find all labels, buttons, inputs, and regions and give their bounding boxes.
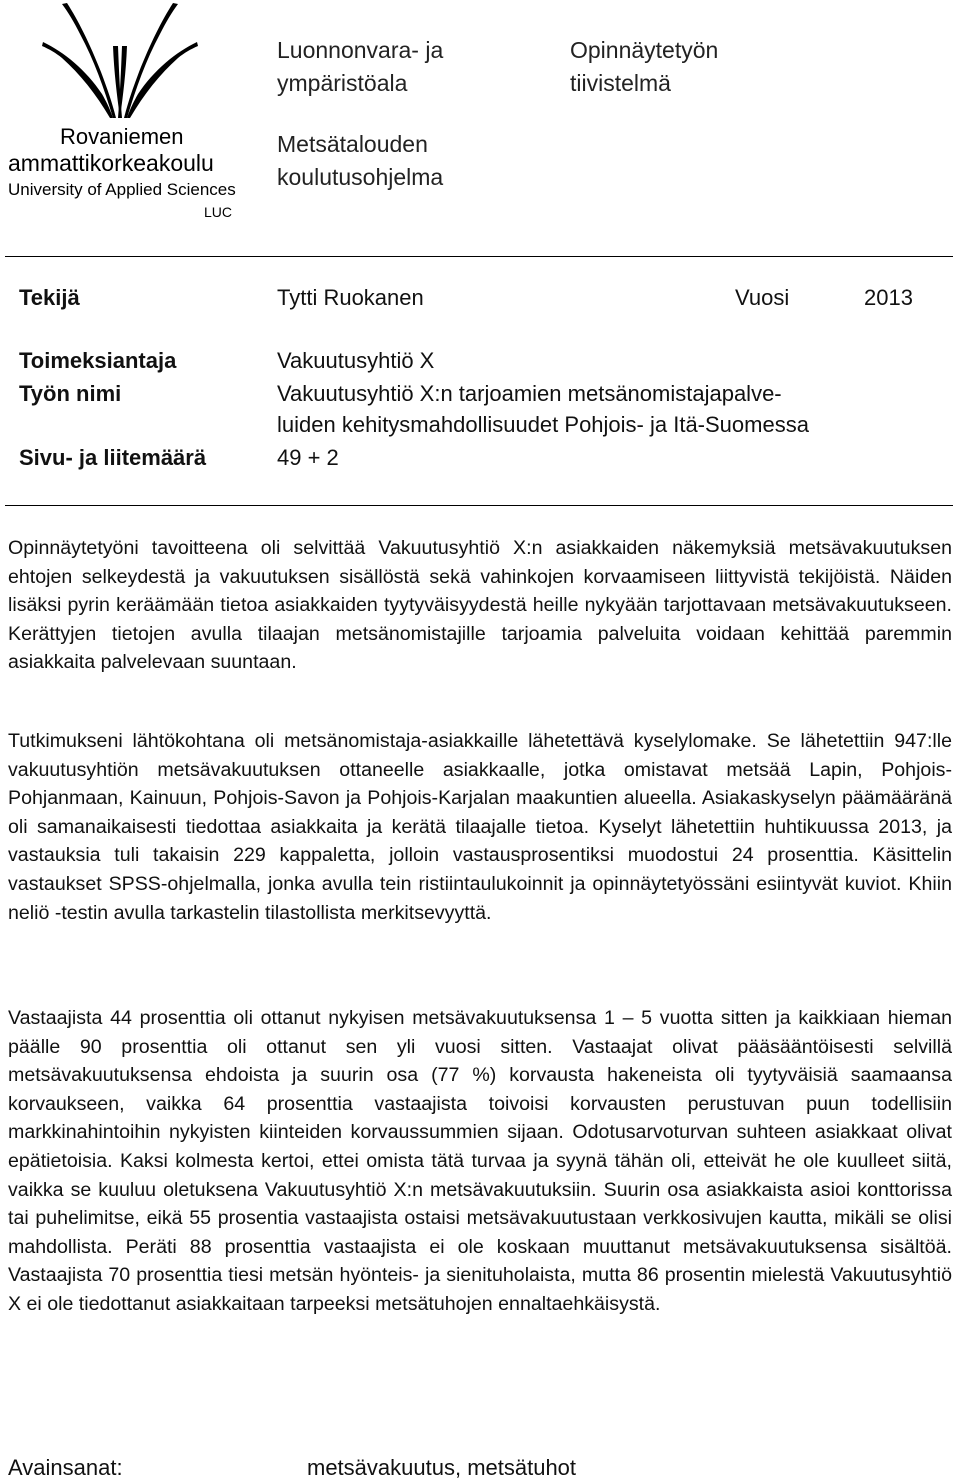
program-label: Metsätalouden koulutusohjelma	[277, 131, 444, 190]
logo-english: University of Applied Sciences	[8, 180, 236, 199]
year-value: 2013	[864, 285, 913, 310]
logo-name: Rovaniemen	[60, 124, 184, 149]
abstract-paragraph-1: Opinnäytetyöni tavoitteena oli selvittää Vakuutusyhtiö X:n asiakkaiden näkemyksiä metsävakuutuksen ehtojen selkeydestä ja vakuutuksen sisällöstä sekä vahinkojen korvaamiseen liittyvistä tekijöistä. Näiden lisäksi pyrin keräämään tietoa asiakkaiden tyytyväisyydestä heille nykyään tarjottavaan metsävakuutukseen. Kerättyjen tietojen avulla tilaajan metsänomistajille tarjoamia palveluita voidaan kehittää paremmin asiakkaita palvelevaan suuntaan.	[8, 537, 952, 674]
client-label: Toimeksiantaja	[19, 348, 177, 373]
title-label: Työn nimi	[19, 381, 122, 406]
keywords-label: Avainsanat:	[8, 1455, 123, 1480]
pages-value: 49 + 2	[277, 445, 339, 470]
keywords-value: metsävakuutus, metsätuhot	[307, 1455, 577, 1480]
year-label: Vuosi	[735, 285, 790, 310]
client-value: Vakuutusyhtiö X	[277, 348, 435, 373]
university-logo-icon	[40, 2, 200, 120]
field-label: Luonnonvara- ja ympäristöala	[277, 37, 444, 96]
title-line-1: Vakuutusyhtiö X:n tarjoamien metsänomistajapalve-	[277, 381, 782, 406]
pages-label: Sivu- ja liitemäärä	[19, 445, 207, 470]
title-line-2: luiden kehitysmahdollisuudet Pohjois- ja Itä-Suomessa	[277, 412, 809, 437]
document-type: Opinnäytetyön tiivistelmä	[570, 37, 719, 96]
abstract-paragraph-3: Vastaajista 44 prosenttia oli ottanut nykyisen metsävakuutuksensa 1 – 5 vuotta sitten ja kaikkiaan hieman päälle 90 prosenttia oli ottanut sen yli vuosi sitten. Vastaajat olivat pääsääntöisesti selvillä metsävakuutuksensa ehdoista ja suurin osa (77 %) korvausta hakeneista oli tyytyväisiä saamaansa korvaukseen, vaikka 64 prosenttia vastaajista toivoisi korvausten perustuvan puun todellisiin markkinahintoihin nykyisten kiinteiden korvaussummien sijaan. Odotusarvoturvan suhteen asiakkaat olivat epätietoisia. Kaksi kolmesta kertoi, ettei omista tätä turvaa ja syynä tähän oli, etteivät he ole kuulleet siitä, vaikka se kuuluu oletuksena Vakuutusyhtiö X:n metsävakuutuksiin. Suurin osa asiakkaista asioi konttorissa tai puhelimitse, eikä 55 prosentia vastaajista ostaisi metsävakuutustaan verkkosivujen kautta, mikäli se olisi mahdollista. Peräti 88 prosenttia vastaajista ei ole koskaan muuttanut metsävakuutuksensa sisältöä. Vastaajista 70 prosenttia tiesi metsän hyönteis- ja sienituholaista, mutta 86 prosentin mielestä Vakuutusyhtiö X ei ole tiedottanut asiakkaitaan tarpeeksi metsätuhojen ennaltaehkäisystä.	[8, 1007, 952, 1315]
meta-divider	[5, 505, 953, 506]
author-value: Tytti Ruokanen	[277, 285, 424, 310]
author-label: Tekijä	[19, 285, 80, 310]
logo-name-2: ammattikorkeakoulu	[8, 150, 214, 176]
logo-abbr: LUC	[204, 204, 233, 220]
abstract-paragraph-2: Tutkimukseni lähtökohtana oli metsänomistaja-asiakkaille lähetettävä kyselylomake. Se lähetettiin 947:lle vakuutusyhtiön metsävakuutuksen ottaneelle asiakkaalle, jotka omistavat metsää Lapin, Pohjois-Pohjanmaan, Kainuun, Pohjois-Savon ja Pohjois-Karjalan maakuntien alueella. Asiakaskyselyn päämääränä oli samanaikaisesti tiedottaa asiakkaita ja kerätä tilaajalle tietoa. Kyselyt lähetettiin huhtikuussa 2013, ja vastauksia tuli takaisin 229 kappaletta, jolloin vastausprosentiksi muodostui 24 prosenttia. Käsittelin vastaukset SPSS-ohjelmalla, jonka avulla tein ristiintaulukoinnit ja opinnäytetyössäni esiintyvät kuviot. Khiin neliö -testin avulla tarkastelin tilastollista merkitsevyyttä.	[8, 730, 952, 924]
header-divider	[5, 256, 953, 257]
